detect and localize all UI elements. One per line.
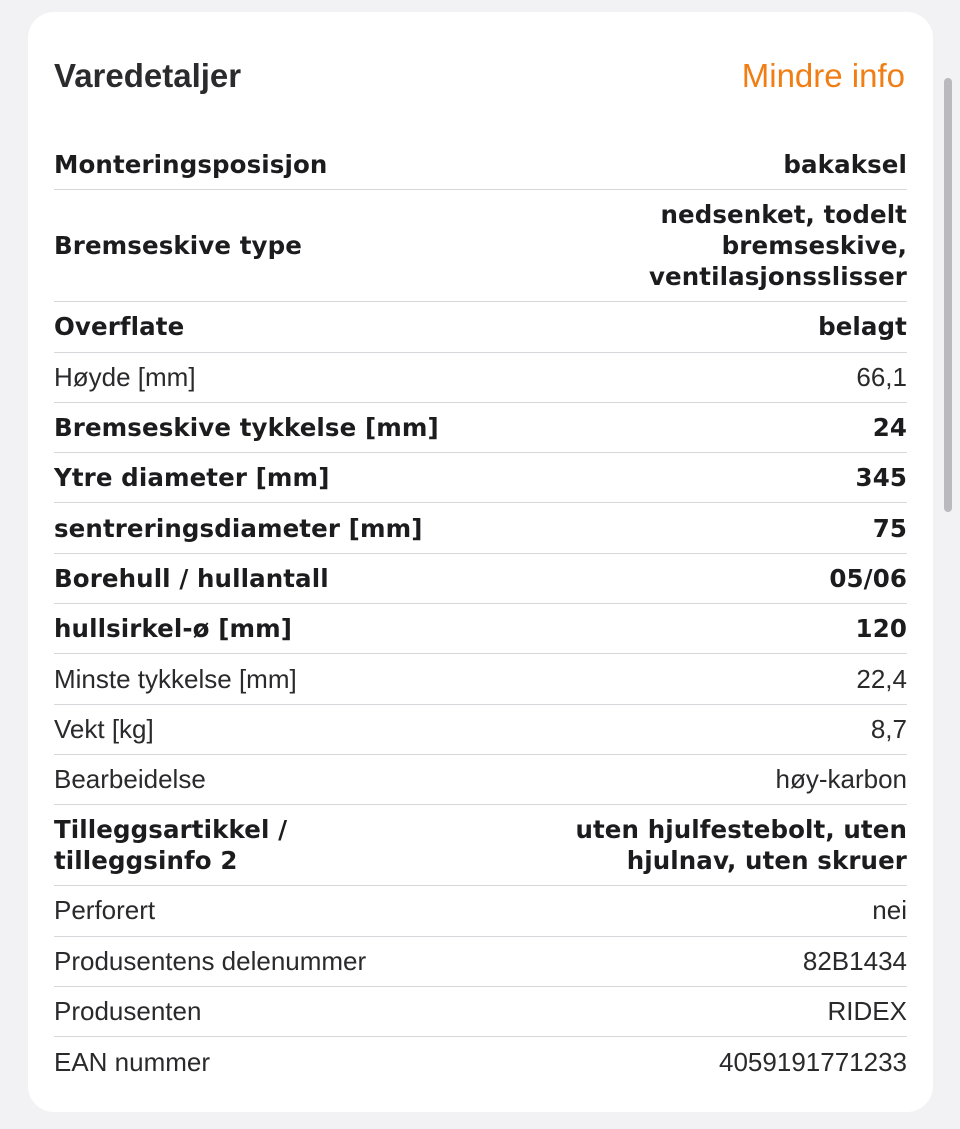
detail-label: EAN nummer bbox=[54, 1046, 211, 1077]
detail-value: 82B1434 bbox=[802, 945, 907, 976]
detail-value: 24 bbox=[872, 413, 907, 443]
detail-label: Høyde [mm] bbox=[54, 361, 196, 392]
detail-row bbox=[54, 403, 907, 453]
vertical-scrollbar[interactable] bbox=[944, 78, 952, 512]
detail-label: Ytre diameter [mm] bbox=[54, 463, 330, 493]
detail-row bbox=[54, 755, 907, 805]
detail-value: 22,4 bbox=[856, 663, 907, 694]
detail-value: 120 bbox=[855, 614, 907, 644]
detail-label: Overflate bbox=[54, 312, 185, 342]
detail-label: Minste tykkelse [mm] bbox=[54, 663, 297, 694]
detail-row bbox=[54, 453, 907, 503]
detail-row bbox=[54, 302, 907, 352]
detail-value: 75 bbox=[872, 513, 907, 543]
detail-label: Perforert bbox=[54, 895, 156, 926]
detail-label: Monteringsposisjon bbox=[54, 150, 328, 180]
detail-label: Bearbeidelse bbox=[54, 764, 206, 795]
less-info-toggle[interactable]: Mindre info bbox=[741, 57, 905, 94]
detail-value: belagt bbox=[818, 312, 907, 342]
detail-value: 05/06 bbox=[829, 563, 907, 593]
detail-label: sentreringsdiameter [mm] bbox=[54, 513, 423, 543]
detail-label: Produsentens delenummer bbox=[54, 945, 367, 976]
detail-label: Tilleggsartikkel / tilleggsinfo 2 bbox=[54, 815, 288, 876]
details-list bbox=[54, 140, 907, 1087]
detail-row bbox=[54, 1037, 907, 1087]
detail-row bbox=[54, 987, 907, 1037]
detail-value: uten hjulfestebolt, uten hjulnav, uten skruer bbox=[575, 815, 907, 876]
detail-label: Vekt [kg] bbox=[54, 713, 154, 744]
detail-label: Bremseskive tykkelse [mm] bbox=[54, 413, 439, 443]
detail-value: 4059191771233 bbox=[719, 1046, 907, 1077]
detail-value: RIDEX bbox=[827, 996, 907, 1026]
detail-label: Produsenten bbox=[54, 996, 202, 1026]
detail-row bbox=[54, 353, 907, 403]
detail-row bbox=[54, 937, 907, 987]
detail-row bbox=[54, 554, 907, 604]
product-details-card bbox=[28, 12, 933, 1112]
detail-value: 345 bbox=[855, 463, 907, 493]
card-header bbox=[54, 52, 905, 100]
detail-row bbox=[54, 886, 907, 936]
detail-row bbox=[54, 190, 907, 302]
detail-label: hullsirkel-ø [mm] bbox=[54, 614, 293, 644]
detail-row bbox=[54, 805, 907, 886]
detail-row bbox=[54, 503, 907, 553]
detail-row bbox=[54, 705, 907, 755]
detail-label: Borehull / hullantall bbox=[54, 563, 329, 593]
detail-label: Bremseskive type bbox=[54, 231, 302, 261]
detail-row bbox=[54, 654, 907, 704]
detail-value: bakaksel bbox=[783, 150, 907, 180]
detail-value: 66,1 bbox=[856, 361, 907, 392]
detail-value: høy-karbon bbox=[775, 764, 907, 795]
detail-row bbox=[54, 604, 907, 654]
detail-row bbox=[54, 140, 907, 190]
section-title: Varedetaljer bbox=[54, 57, 242, 94]
detail-value: nei bbox=[872, 895, 907, 926]
detail-value: 8,7 bbox=[870, 713, 907, 744]
detail-value: nedsenket, todelt bremseskive, ventilasjonsslisser bbox=[648, 200, 907, 292]
